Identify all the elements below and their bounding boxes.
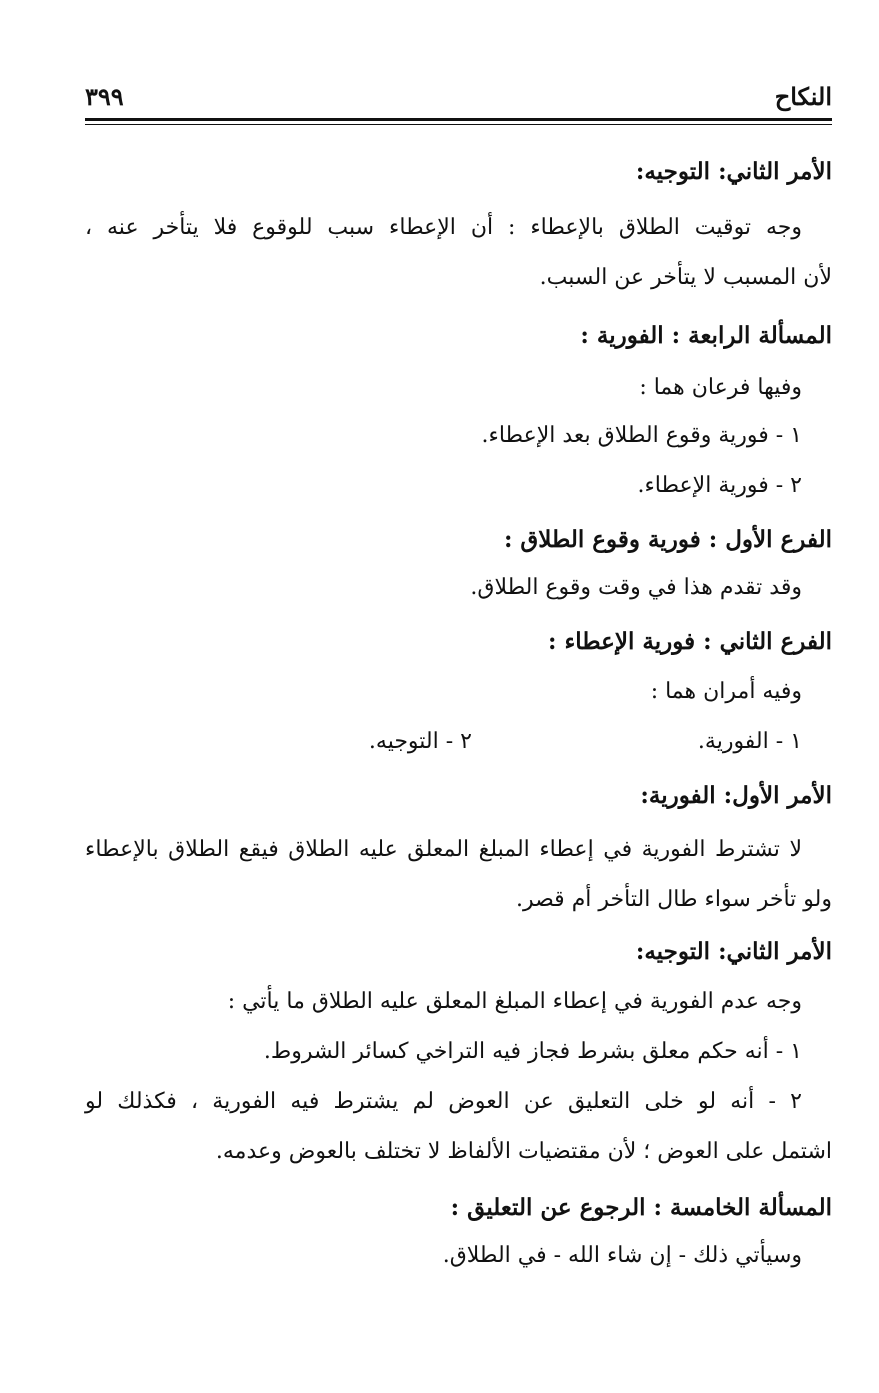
subheading: الأمر الثاني: التوجيه: xyxy=(635,158,832,185)
paragraph-line: وسيأتي ذلك - إن شاء الله - في الطلاق. xyxy=(442,1243,802,1268)
paragraph-line: وجه توقيت الطلاق بالإعطاء : أن الإعطاء سبب للوقوع فلا يتأخر عنه ، xyxy=(85,215,802,240)
paragraph-line: وفيه أمران هما : xyxy=(650,679,802,704)
subheading: الأمر الثاني: التوجيه: xyxy=(635,938,832,965)
list-item: ٢ - أنه لو خلى التعليق عن العوض لم يشترط فيه الفورية ، فكذلك لو xyxy=(85,1089,802,1114)
paragraph-line: وجه عدم الفورية في إعطاء المبلغ المعلق عليه الطلاق ما يأتي : xyxy=(227,989,802,1014)
section-heading: المسألة الخامسة : الرجوع عن التعليق : xyxy=(450,1194,832,1221)
header-rule-thick xyxy=(85,118,832,121)
page-number: ٣٩٩ xyxy=(85,82,124,111)
list-item: ٢ - فورية الإعطاء. xyxy=(637,473,802,498)
header-rule-thin xyxy=(85,124,832,125)
list-item: ١ - أنه حكم معلق بشرط فجاز فيه التراخي كسائر الشروط. xyxy=(263,1039,802,1064)
paragraph-line: وقد تقدم هذا في وقت وقوع الطلاق. xyxy=(470,575,802,600)
paragraph-line: ولو تأخر سواء طال التأخر أم قصر. xyxy=(515,887,832,912)
paragraph-line: اشتمل على العوض ؛ لأن مقتضيات الألفاظ لا تختلف بالعوض وعدمه. xyxy=(215,1139,832,1164)
list-item: ١ - فورية وقوع الطلاق بعد الإعطاء. xyxy=(481,423,802,448)
section-heading: المسألة الرابعة : الفورية : xyxy=(580,322,832,349)
paragraph-line: لا تشترط الفورية في إعطاء المبلغ المعلق عليه الطلاق فيقع الطلاق بالإعطاء xyxy=(85,837,803,862)
subsection-heading: الفرع الثاني : فورية الإعطاء : xyxy=(547,628,832,655)
subsection-heading: الفرع الأول : فورية وقوع الطلاق : xyxy=(503,526,832,553)
list-item: ١ - الفورية. xyxy=(697,729,802,754)
paragraph-line: وفيها فرعان هما : xyxy=(639,375,802,400)
running-title: النكاح xyxy=(774,82,832,111)
list-item: ٢ - التوجيه. xyxy=(368,729,472,754)
page-header xyxy=(85,78,832,118)
subheading: الأمر الأول: الفورية: xyxy=(640,782,832,809)
paragraph-line: لأن المسبب لا يتأخر عن السبب. xyxy=(539,265,832,290)
